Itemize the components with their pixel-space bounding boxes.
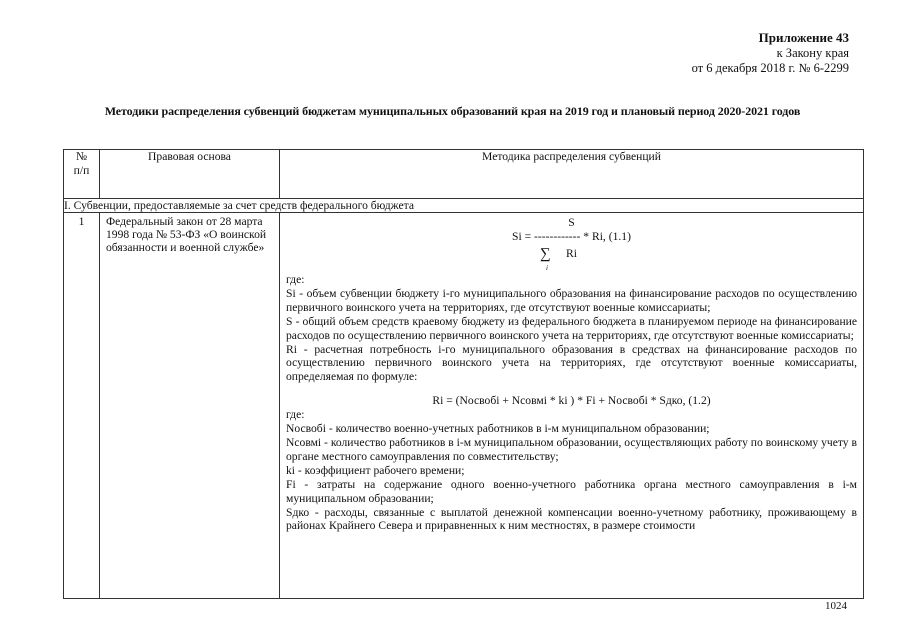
- formula-1-2: Ri = (Nосвобi + Nсовмi * ki ) * Fi + Nосвобi * Sдко, (1.2): [432, 394, 711, 408]
- sum-index: i: [546, 264, 548, 272]
- section-title: I. Субвенции, предоставляемые за счет средств федерального бюджета: [64, 199, 864, 213]
- formula-lhs: Si = ------------ * Ri, (1.1): [512, 230, 631, 243]
- header-method: Методика распределения субвенций: [280, 150, 864, 199]
- where-label-1: где:: [286, 273, 305, 286]
- formula-1-1: [286, 215, 857, 273]
- header-basis: Правовая основа: [100, 150, 280, 199]
- definition-si: Si - объем субвенции бюджету i-го муниципального образования на финансирование расходов по осуществлению первичного воинского учета на территориях, где отсутствуют военные комиссариаты;: [286, 286, 857, 314]
- sum-symbol: ∑: [540, 246, 551, 262]
- appendix-number: Приложение 43: [758, 30, 849, 45]
- formula-numerator: S: [568, 216, 575, 229]
- row-method: [280, 213, 864, 599]
- definition-fi: Fi - затраты на содержание одного военно-учетного работника органа местного самоуправления в i-м муниципальном образовании;: [286, 477, 857, 505]
- definition-ri: Ri - расчетная потребность i-го муниципального образования в средствах на финансирование расходов по осуществлению первичного воинского учета на территориях, где отсутствуют военные комиссариаты, определяемая по формуле:: [286, 342, 857, 384]
- header-num-line2: п/п: [73, 164, 90, 177]
- row-legal-basis: Федеральный закон от 28 марта 1998 года № 53-ФЗ «О воинской обязанности и военной службе»: [100, 213, 280, 599]
- document-title: Методики распределения субвенций бюджетам муниципальных образований края на 2019 год и плановый период 2020-2021 годов: [104, 104, 801, 118]
- appendix-block: [692, 30, 849, 77]
- page-number: 1024: [825, 600, 847, 612]
- definition-nsovm: Nсовмi - количество работников в i-м муниципальном образовании, осуществляющих работу по воинскому учету в органе местного самоуправления по совместительству;: [286, 435, 857, 463]
- table-row: [64, 213, 864, 599]
- header-num: [64, 150, 100, 199]
- definition-s: S - общий объем средств краевому бюджету из федерального бюджета в планируемом периоде на финансирование расходов по осуществлению первичного воинского учета на территориях, где отсутствуют военные комиссариаты;: [286, 314, 857, 342]
- definition-nosvob: Nосвобi - количество военно-учетных работников в i-м муниципальном образовании;: [286, 422, 710, 436]
- table-header-row: [64, 150, 864, 199]
- row-number: 1: [64, 213, 100, 599]
- where-label-2: где:: [286, 408, 305, 422]
- definition-ki: ki - коэффициент рабочего времени;: [286, 463, 465, 477]
- formula-denominator: Ri: [566, 247, 577, 260]
- appendix-law: к Закону края: [776, 45, 849, 60]
- definition-sdko: Sдко - расходы, связанные с выплатой денежной компенсации военно-учетному работнику, проживающему в районах Крайнего Севера и приравненных к ним местностях, в размере стоимости: [286, 505, 857, 533]
- section-row: [64, 199, 864, 213]
- header-num-line1: №: [75, 150, 88, 163]
- appendix-date: от 6 декабря 2018 г. № 6-2299: [691, 61, 849, 75]
- methods-table: [63, 149, 864, 599]
